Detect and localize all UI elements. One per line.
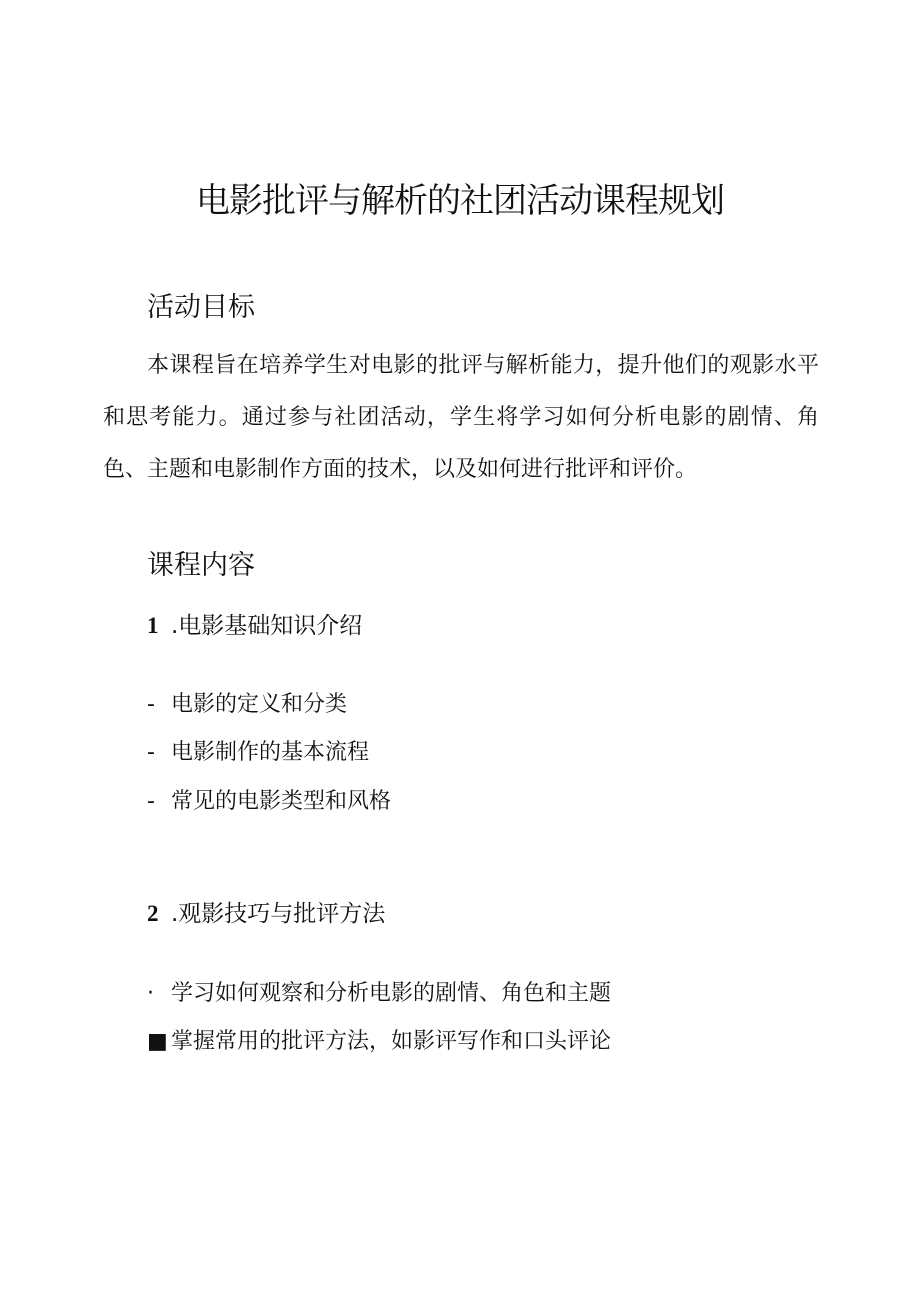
- list-item: [147, 1026, 611, 1058]
- list-marker: -: [147, 789, 155, 814]
- list-item-text: 掌握常用的批评方法，如影评写作和口头评论: [171, 1029, 612, 1054]
- list-marker: -: [147, 740, 155, 765]
- list-marker: ■: [147, 1029, 168, 1054]
- list-marker: -: [147, 692, 155, 717]
- list-item: [147, 689, 347, 721]
- list-item-text: 常见的电影类型和风格: [171, 789, 392, 814]
- list-marker: ·: [147, 981, 154, 1006]
- list-item-text: 电影制作的基本流程: [171, 740, 370, 765]
- goals-paragraph: 本课程旨在培养学生对电影的批评与解析能力，提升他们的观影水平和思考能力。通过参与社团活动，学生将学习如何分析电影的剧情、角色、主题和电影制作方面的技术，以及如何进行批评和评价。: [103, 353, 819, 482]
- document-title: 电影批评与解析的社团活动课程规划: [196, 181, 724, 221]
- list-item-text: 电影的定义和分类: [171, 692, 348, 717]
- subsection-number: 2: [147, 901, 159, 926]
- list-item: [147, 978, 611, 1010]
- list-item: [147, 737, 369, 769]
- section-heading-content: 课程内容: [147, 550, 255, 581]
- subsection-title: .观影技巧与批评方法: [171, 901, 386, 927]
- subsection-heading-1: [147, 610, 362, 642]
- section-heading-goals: 活动目标: [147, 292, 255, 323]
- list-item-text: 学习如何观察和分析电影的剧情、角色和主题: [171, 981, 612, 1006]
- subsection-heading-2: [147, 898, 385, 930]
- subsection-number: 1: [147, 613, 159, 638]
- list-item: [147, 786, 391, 818]
- subsection-title: .电影基础知识介绍: [171, 613, 363, 639]
